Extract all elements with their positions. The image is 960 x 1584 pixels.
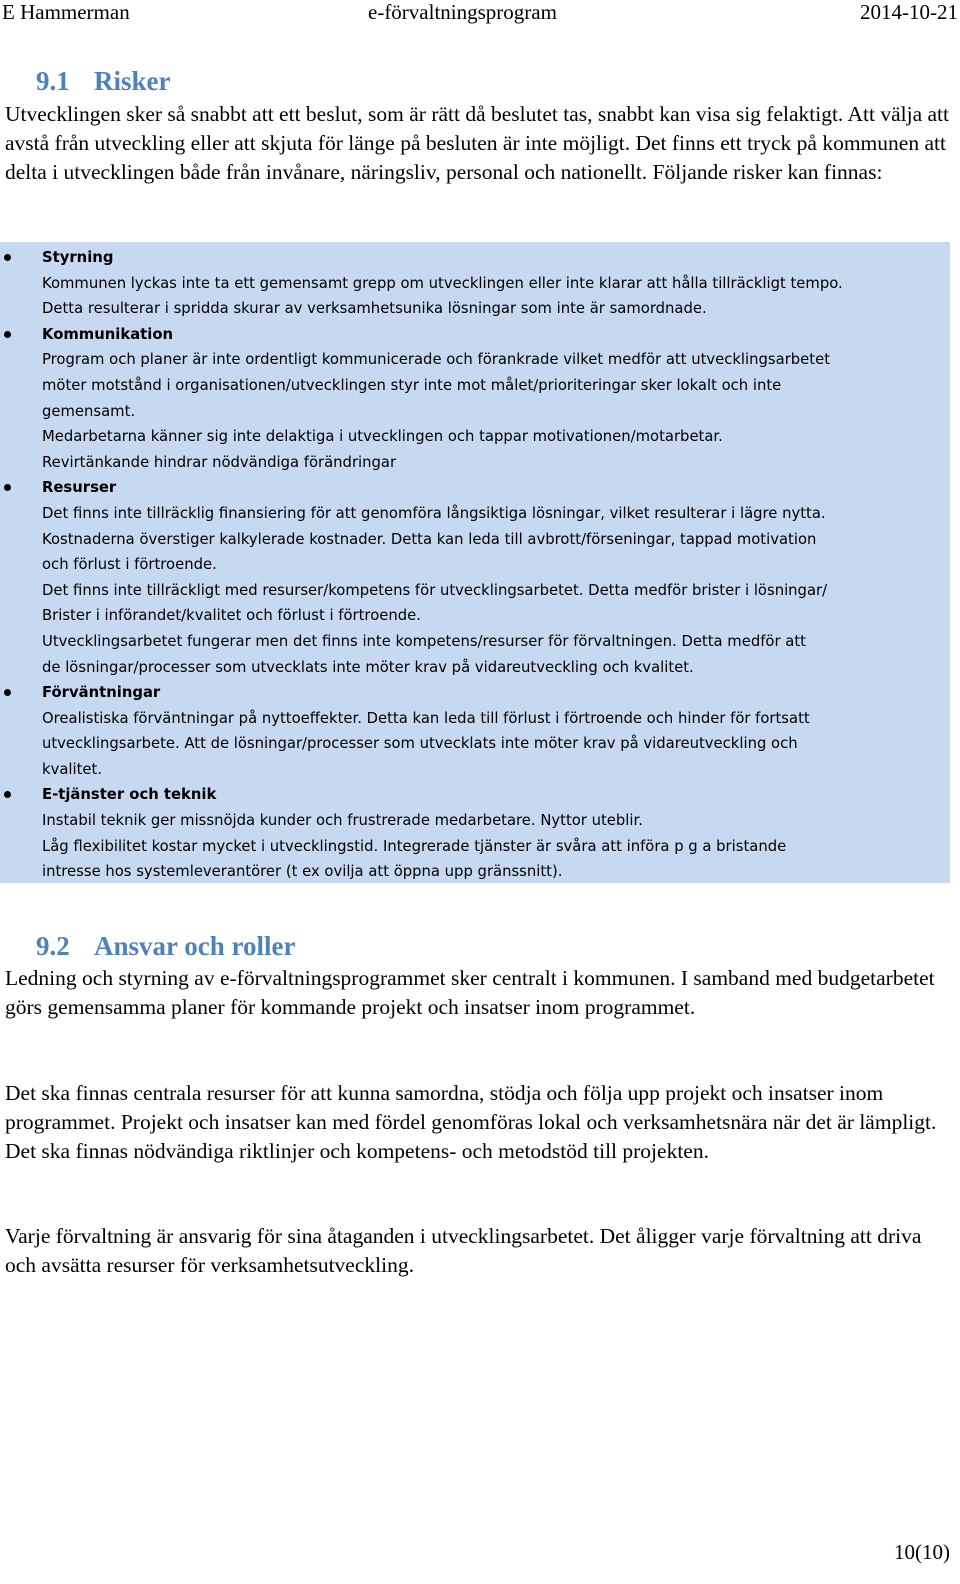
section-number: 9.2	[36, 931, 70, 961]
risk-title: Styrning	[42, 249, 114, 266]
risk-description-line: Program och planer är inte ordentligt kommunicerade och förankrade vilket medför att utvecklingsarbetet	[42, 351, 830, 369]
bullet-icon	[4, 254, 11, 261]
risk-item	[0, 475, 950, 680]
risk-description-line: Detta resulterar i spridda skurar av verksamhetsunika lösningar som inte är samordnade.	[42, 300, 707, 318]
section-heading-ansvar	[36, 931, 296, 962]
risk-description-line: och förlust i förtroende.	[42, 556, 217, 574]
risk-title: Förväntningar	[42, 684, 161, 702]
risk-title: Kommunikation	[42, 325, 174, 343]
risk-title: E-tjänster och teknik	[42, 786, 217, 804]
bullet-icon	[4, 331, 11, 338]
risk-description-line: Det finns inte tillräckligt med resurser/kompetens för utvecklingsarbetet. Detta medför brister i lösningar/	[42, 581, 828, 599]
risk-description-line: Utvecklingsarbetet fungerar men det finns inte kompetens/resurser för förvaltningen. Detta medför att	[42, 632, 806, 650]
risk-description-line: Medarbetarna känner sig inte delaktiga i utvecklingen och tappar motivationen/motarbetar.	[42, 428, 723, 446]
section-heading-risker	[36, 66, 171, 97]
risk-intro-paragraph: Utvecklingen sker så snabbt att ett beslut, som är rätt då beslutet tas, snabbt kan visa sig felaktigt. Att välja att avstå från utveckling eller att skjuta för länge på besluten är inte möjligt. Det finns ett tryck på kommunen att delta i utvecklingen både från invånare, näringsliv, personal och nationellt. Följande risker kan finnas:	[5, 102, 949, 184]
risk-description-line: Kommunen lyckas inte ta ett gemensamt grepp om utvecklingen eller inte klarar att hålla tillräckligt tempo.	[42, 274, 843, 292]
risk-description-line: utvecklingsarbete. Att de lösningar/processer som utvecklats inte möter krav på vidareutveckling och	[42, 735, 798, 753]
risk-item	[0, 782, 950, 884]
header-doc-title: e-förvaltningsprogram	[368, 0, 557, 24]
section-number: 9.1	[36, 66, 70, 96]
risk-title: Resurser	[42, 479, 117, 497]
risk-item	[0, 680, 950, 782]
bullet-icon	[4, 791, 11, 798]
bullet-icon	[4, 689, 11, 696]
risk-description-line: gemensamt.	[42, 402, 136, 420]
risk-description-line: intresse hos systemleverantörer (t ex ovilja att öppna upp gränssnitt).	[42, 863, 563, 881]
risk-description-line: Brister i införandet/kvalitet och förlust i förtroende.	[42, 607, 421, 625]
paragraph-forvaltning: Varje förvaltning är ansvarig för sina åtaganden i utvecklingsarbetet. Det åligger varje förvaltning att driva och avsätta resurser för verksamhetsutveckling.	[5, 1224, 922, 1277]
risk-description-line: Revirtänkande hindrar nödvändiga förändringar	[42, 453, 397, 471]
paragraph-resurser: Det ska finnas centrala resurser för att kunna samordna, stödja och följa upp projekt och insatser inom programmet. Projekt och insatser kan med fördel genomföras lokal och verksamhetsnära när det är lämpligt. Det ska finnas nödvändiga riktlinjer och kompetens- och metodstöd till projekten.	[5, 1081, 937, 1163]
page-number: 10(10)	[894, 1540, 950, 1564]
header-author: E Hammerman	[2, 0, 130, 24]
page-header	[0, 0, 960, 26]
risk-item	[0, 245, 950, 322]
section-title: Risker	[94, 66, 171, 96]
risk-description-line: kvalitet.	[42, 760, 103, 778]
risk-description-line: Instabil teknik ger missnöjda kunder och frustrerade medarbetare. Nyttor uteblir.	[42, 812, 643, 830]
bullet-icon	[4, 484, 11, 491]
paragraph-ledning: Ledning och styrning av e-förvaltningsprogrammet sker centralt i kommunen. I samband med budgetarbetet görs gemensamma planer för kommande projekt och insatser inom programmet.	[5, 966, 935, 1019]
risk-description-line: Kostnaderna överstiger kalkylerade kostnader. Detta kan leda till avbrott/förseningar, tappad motivation	[42, 530, 817, 548]
risk-description-line: Orealistiska förväntningar på nyttoeffekter. Detta kan leda till förlust i förtroende och hinder för fortsatt	[42, 709, 810, 727]
risk-list	[0, 245, 950, 885]
header-date: 2014-10-21	[860, 0, 958, 24]
risk-description-line: möter motstånd i organisationen/utvecklingen styr inte mot målet/prioriteringar sker lokalt och inte	[42, 376, 782, 394]
risk-item	[0, 322, 950, 476]
risk-description-line: Låg flexibilitet kostar mycket i utvecklingstid. Integrerade tjänster är svåra att införa p g a bristande	[42, 837, 787, 855]
risk-description-line: de lösningar/processer som utvecklats inte möter krav på vidareutveckling och kvalitet.	[42, 658, 694, 676]
section-title: Ansvar och roller	[94, 931, 296, 961]
risk-description-line: Det finns inte tillräcklig finansiering för att genomföra långsiktiga lösningar, vilket resulterar i lägre nytta.	[42, 504, 826, 522]
